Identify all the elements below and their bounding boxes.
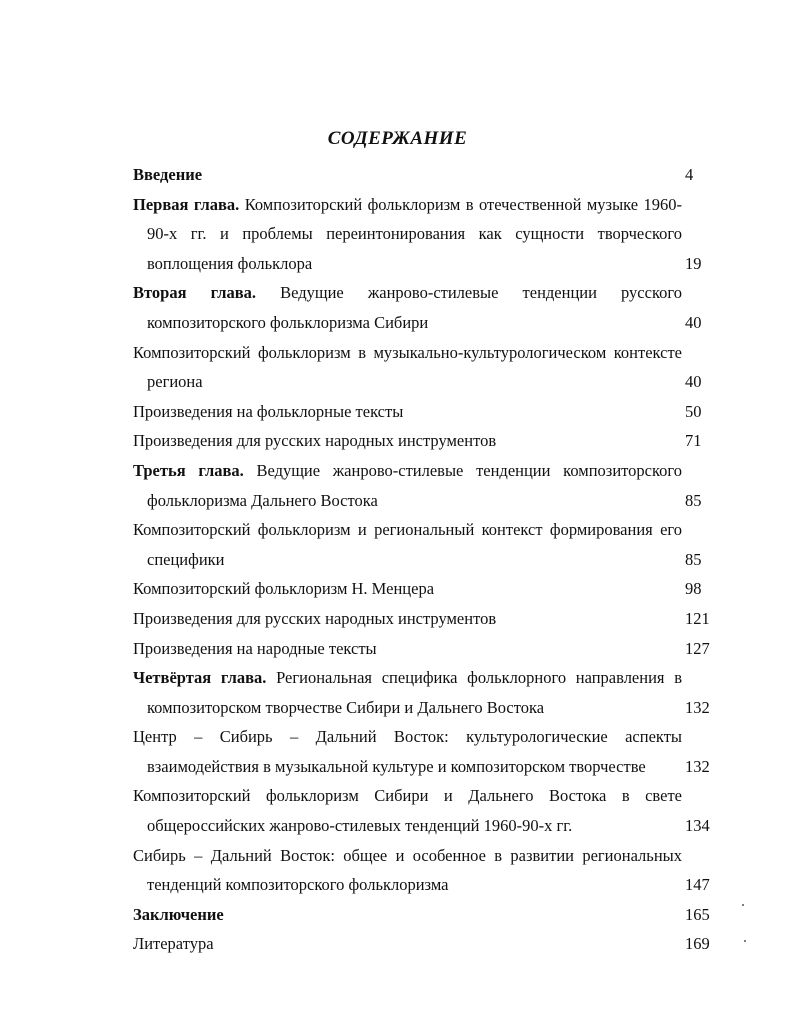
toc-entry-line (133, 426, 682, 456)
scan-speck (744, 940, 746, 942)
toc-page-number: 147 (685, 875, 710, 895)
toc-entry-text (133, 929, 682, 959)
toc-entry-line-text: взаимодействия в музыкальной культуре и композиторском творчестве (147, 756, 646, 776)
toc-chapter-label: Введение (133, 165, 203, 184)
toc-chapter-label: Заключение (133, 904, 224, 924)
toc-entry-line-text: Произведения на фольклорные тексты (133, 401, 404, 421)
toc-entry-line-text: специфики (147, 549, 225, 569)
toc-entry-11 (133, 634, 725, 664)
toc-page-number: 132 (685, 756, 710, 776)
toc-entry-line-text: Ведущие жанрово-стилевые тенденции русского (256, 283, 682, 303)
table-of-contents (133, 160, 725, 959)
toc-entry-2 (133, 190, 725, 279)
toc-entry-line (133, 870, 682, 900)
toc-entry-line (133, 456, 682, 486)
toc-entry-line (133, 841, 682, 871)
toc-page-number: 165 (685, 904, 710, 924)
toc-entry-line-text: Композиторский фольклоризм и региональный контекст формирования его (133, 520, 682, 540)
toc-entry-15 (133, 841, 725, 900)
toc-page-number: 132 (685, 697, 710, 717)
toc-entry-line-text: тенденций композиторского фольклоризма (147, 875, 449, 895)
toc-entry-line (133, 219, 682, 249)
toc-entry-line (133, 693, 682, 723)
toc-entry-line (133, 367, 682, 397)
toc-entry-3 (133, 278, 725, 337)
toc-entry-line (133, 781, 682, 811)
toc-entry-line (133, 308, 682, 338)
toc-entry-text (133, 574, 682, 604)
toc-entry-line-text: Сибирь – Дальний Восток: общее и особенное в развитии региональных (133, 845, 682, 865)
toc-entry-line (133, 515, 682, 545)
toc-chapter-label: Четвёртая глава. (133, 668, 267, 688)
toc-chapter-label: Вторая глава. (133, 283, 257, 303)
toc-entry-6 (133, 426, 725, 456)
toc-entry-5 (133, 397, 725, 427)
toc-page-number: 71 (685, 431, 702, 451)
toc-entry-line (133, 190, 682, 220)
toc-entry-line (133, 545, 682, 575)
toc-entry-text (133, 397, 682, 427)
toc-entry-line (133, 604, 682, 634)
toc-entry-line-text: Произведения на народные тексты (133, 638, 377, 658)
toc-entry-line (133, 722, 682, 752)
toc-entry-line (133, 338, 682, 368)
toc-entry-4 (133, 338, 725, 397)
toc-entry-text (133, 456, 682, 515)
toc-page-number: 121 (685, 608, 710, 628)
toc-entry-text (133, 634, 682, 664)
toc-entry-line (133, 663, 682, 693)
toc-page-number: 134 (685, 816, 710, 836)
toc-page-number: 50 (685, 401, 702, 421)
toc-entry-line-text: Региональная специфика фольклорного направления в (266, 668, 682, 688)
toc-page-number: 19 (685, 253, 702, 273)
toc-chapter-label: Первая глава. (133, 194, 240, 214)
toc-entry-line-text: Композиторский фольклоризм Сибири и Дальнего Востока в свете (133, 786, 682, 806)
toc-entry-14 (133, 781, 725, 840)
toc-entry-line (133, 397, 682, 427)
toc-entry-text (133, 841, 682, 900)
toc-entry-line-text: композиторском творчестве Сибири и Дальнего Востока (147, 697, 545, 717)
toc-entry-text (133, 900, 682, 930)
toc-entry-text (133, 663, 682, 722)
toc-entry-line (133, 634, 682, 664)
toc-entry-line-text: композиторского фольклоризма Сибири (147, 312, 429, 332)
toc-entry-line-text: фольклоризма Дальнего Востока (147, 490, 378, 510)
toc-entry-line-text: 90-х гг. и проблемы переинтонирования как сущности творческого (147, 224, 682, 244)
toc-entry-line-text: Литература (133, 934, 214, 954)
toc-entry-line (133, 249, 682, 279)
toc-entry-text (133, 781, 682, 840)
toc-entry-line (133, 900, 682, 930)
toc-entry-line (133, 752, 682, 782)
toc-entry-text (133, 190, 682, 279)
toc-page-number: 98 (685, 579, 702, 599)
toc-chapter-label: Третья глава. (133, 460, 244, 480)
toc-entry-13 (133, 722, 725, 781)
toc-entry-7 (133, 456, 725, 515)
toc-entry-line-text: Композиторский фольклоризм в отечественной музыке 1960- (239, 194, 682, 214)
toc-entry-text (133, 515, 682, 574)
toc-entry-line (133, 929, 682, 959)
toc-entry-line (133, 574, 682, 604)
toc-page-number: 40 (685, 312, 702, 332)
toc-entry-line (133, 278, 682, 308)
toc-entry-17 (133, 929, 725, 959)
toc-entry-line-text: Ведущие жанрово-стилевые тенденции композиторского (243, 460, 682, 480)
toc-page-number: 4 (685, 165, 694, 184)
toc-entry-16 (133, 900, 725, 930)
toc-entry-line (133, 811, 682, 841)
toc-entry-line-text: региона (147, 372, 203, 392)
toc-entry-text (133, 604, 682, 634)
toc-entry-8 (133, 515, 725, 574)
toc-page-number: 127 (685, 638, 710, 658)
scan-speck (742, 904, 744, 906)
toc-entry-line (133, 486, 682, 516)
toc-entry-9 (133, 574, 725, 604)
toc-entry-text (133, 722, 682, 781)
toc-entry-line-text: Композиторский фольклоризм Н. Менцера (133, 579, 435, 599)
toc-entry-line-text: Произведения для русских народных инструментов (133, 608, 497, 628)
toc-entry-10 (133, 604, 725, 634)
toc-entry-text (133, 278, 682, 337)
toc-entry-line-text: Композиторский фольклоризм в музыкально-культурологическом контексте (133, 342, 682, 362)
toc-entry-12 (133, 663, 725, 722)
toc-page-number: 169 (685, 934, 710, 954)
toc-page-number: 40 (685, 372, 702, 392)
toc-entry-line-text: Центр – Сибирь – Дальний Восток: культурологические аспекты (133, 727, 682, 747)
toc-entry-line-text: общероссийских жанрово-стилевых тенденций 1960-90-х гг. (147, 816, 573, 836)
toc-entry-text (133, 426, 682, 456)
toc-entry-line-text: воплощения фольклора (147, 253, 313, 273)
toc-entry-line-text: Произведения для русских народных инструментов (133, 431, 497, 451)
toc-entry-text (133, 338, 682, 397)
page-title: СОДЕРЖАНИЕ (327, 128, 468, 149)
toc-page-number: 85 (685, 490, 702, 510)
toc-entry-line (133, 160, 682, 190)
toc-page-number: 85 (685, 549, 702, 569)
toc-entry-text (133, 160, 682, 190)
toc-entry-1 (133, 160, 725, 190)
